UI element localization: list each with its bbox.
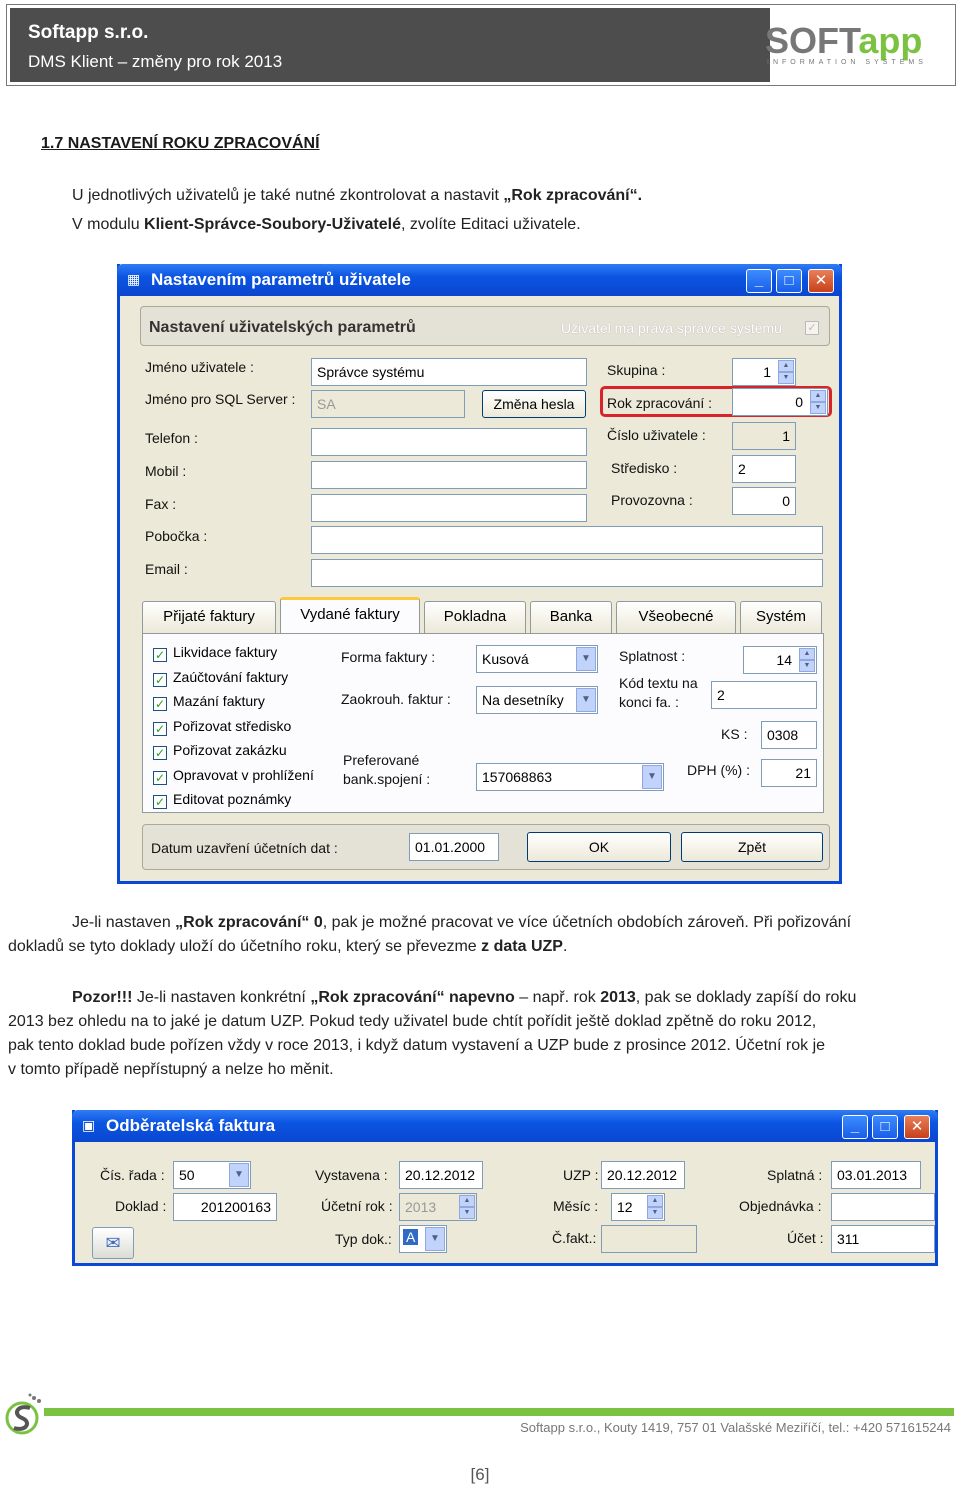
paragraph-4-line-1 <box>72 986 856 1010</box>
label-ks: KS : <box>721 726 748 742</box>
user-parameters-dialog <box>117 264 842 884</box>
typ-dok-value: A <box>403 1229 418 1245</box>
invoice-dialog <box>72 1110 938 1266</box>
label-email: Email : <box>145 561 188 577</box>
page-header <box>6 4 956 86</box>
label-telefon: Telefon : <box>145 430 198 446</box>
label-mesic: Měsíc : <box>553 1198 599 1214</box>
invoice-title: Odběratelská faktura <box>106 1116 276 1135</box>
label-rok: Rok zpracování : <box>607 395 713 411</box>
maximize-icon[interactable]: □ <box>776 269 802 293</box>
ok-button[interactable]: OK <box>527 832 671 862</box>
mesic-spinner[interactable] <box>611 1193 665 1221</box>
app-icon: ▦ <box>127 271 141 287</box>
ucet-input[interactable]: 311 <box>831 1225 935 1253</box>
softapp-logo <box>765 20 943 73</box>
paragraph-4-line-2: 2013 bez ohledu na to jaké je datum UZP. Pokud tedy uživatel bude chtít pořídit ještě doklad zpětně do roku 2012, <box>8 1013 817 1030</box>
splatna-input[interactable]: 03.01.2013 <box>831 1161 921 1189</box>
paragraph-3-line-2 <box>8 935 567 959</box>
check-label: Zaúčtování faktury <box>173 669 289 685</box>
ucetni-rok-spinner[interactable] <box>399 1193 477 1221</box>
rok-zpracovani-spinner[interactable] <box>732 388 828 416</box>
mesic-value: 12 <box>617 1199 633 1215</box>
logo-app: app <box>858 20 923 61</box>
tab-system[interactable]: Systém <box>740 601 822 633</box>
footer-line <box>44 1408 954 1416</box>
label-pref-1: Preferované <box>343 752 420 768</box>
checkbox-checked-icon[interactable]: ✓ <box>154 648 166 662</box>
checkbox-checked-icon[interactable]: ✓ <box>154 771 166 785</box>
tab-panel <box>142 633 824 813</box>
app-icon: ▣ <box>82 1117 96 1133</box>
p1-bold: „Rok zpracování“. <box>503 187 643 204</box>
footer-panel <box>142 824 830 870</box>
paragraph-1 <box>72 184 642 208</box>
label-kod-1: Kód textu na <box>619 675 698 691</box>
header-company: Softapp s.r.o. <box>28 22 149 43</box>
bank-account-select[interactable] <box>476 763 664 791</box>
label-ucetni-rok: Účetní rok : <box>321 1198 393 1214</box>
label-stredisko: Středisko : <box>611 460 678 476</box>
p4-bold: „Rok zpracování“ napevno <box>310 989 515 1006</box>
skupina-value: 1 <box>763 364 771 380</box>
invoice-titlebar <box>72 1110 938 1142</box>
check-mazani[interactable] <box>153 693 265 711</box>
check-poznamky[interactable] <box>153 791 291 809</box>
checkbox-checked-icon[interactable]: ✓ <box>154 746 166 760</box>
mobil-input[interactable] <box>311 461 587 489</box>
tab-prijate-faktury[interactable]: Přijaté faktury <box>142 601 276 633</box>
vystavena-input[interactable]: 20.12.2012 <box>399 1161 483 1189</box>
spinner-arrows-icon[interactable]: ▲ ▼ <box>810 390 826 414</box>
checkbox-checked-icon[interactable]: ✓ <box>154 697 166 711</box>
zaokrouhleni-select[interactable] <box>476 686 598 714</box>
pobocka-input[interactable] <box>311 526 823 554</box>
objednavka-input[interactable] <box>831 1193 935 1221</box>
chevron-down-icon[interactable]: ▼ <box>642 765 662 789</box>
spinner-arrows-icon[interactable]: ▲ ▼ <box>799 648 815 672</box>
tab-pokladna[interactable]: Pokladna <box>424 601 526 633</box>
doklad-input[interactable]: 201200163 <box>173 1193 277 1221</box>
bank-value: 157068863 <box>482 769 553 785</box>
logo-soft: SOFT <box>765 20 859 61</box>
p3-bold: „Rok zpracování“ 0 <box>175 914 323 931</box>
p1-text: U jednotlivých uživatelů je také nutné zkontrolovat a nastavit <box>72 187 504 204</box>
label-zaokrouhleni: Zaokrouh. faktur : <box>341 691 451 707</box>
label-provozovna: Provozovna : <box>611 492 693 508</box>
p4-text-3: , pak se doklady zapíší do roku <box>635 989 857 1006</box>
label-typ-dok: Typ dok.: <box>335 1231 392 1247</box>
zpet-button[interactable]: Zpět <box>681 832 823 862</box>
page-number: [6] <box>470 1465 490 1484</box>
label-fax: Fax : <box>145 496 177 512</box>
panel-heading: Nastavení uživatelských parametrů <box>149 319 416 336</box>
check-label: Editovat poznámky <box>173 791 292 807</box>
p3-text-4: . <box>562 938 568 955</box>
paragraph-3-line-1 <box>72 911 851 935</box>
email-input[interactable] <box>311 559 823 587</box>
header-subtitle: DMS Klient – změny pro rok 2013 <box>28 52 283 71</box>
skupina-spinner[interactable] <box>732 358 796 386</box>
zaokrouhleni-value: Na desetníky <box>482 692 564 708</box>
check-label: Pořizovat zakázku <box>173 742 287 758</box>
label-uzp: UZP : <box>563 1167 599 1183</box>
close-icon[interactable]: ✕ <box>904 1115 930 1139</box>
p3-text: Je-li nastaven <box>72 914 176 931</box>
label-jmeno: Jméno uživatele : <box>145 359 254 375</box>
label-vystavena: Vystavena : <box>315 1167 388 1183</box>
username-input[interactable]: Správce systému <box>311 358 587 386</box>
label-sql: Jméno pro SQL Server : <box>145 391 296 407</box>
kod-textu-input[interactable]: 2 <box>711 681 817 709</box>
p2-bold: Klient-Správce-Soubory-Uživatelé <box>144 216 401 233</box>
splatnost-spinner[interactable] <box>743 646 817 674</box>
p4-warning: Pozor!!! <box>72 989 133 1006</box>
p4-text-2: – např. rok <box>514 989 601 1006</box>
header-band <box>10 8 770 82</box>
tab-vseobecne[interactable]: Všeobecné <box>616 601 736 633</box>
label-cfakt: Č.fakt.: <box>552 1230 597 1246</box>
maximize-icon[interactable]: □ <box>872 1115 898 1139</box>
forma-faktury-select[interactable] <box>476 645 598 673</box>
label-forma: Forma faktury : <box>341 649 436 665</box>
softapp-footer-logo <box>4 1392 44 1436</box>
typ-dok-select[interactable] <box>399 1225 447 1253</box>
label-objednavka: Objednávka : <box>739 1198 822 1214</box>
check-stredisko[interactable] <box>153 718 291 736</box>
paragraph-2 <box>72 213 581 237</box>
section-title: 1.7 NASTAVENÍ ROKU ZPRACOVÁNÍ <box>41 135 320 152</box>
close-icon[interactable]: ✕ <box>808 269 834 293</box>
check-label: Pořizovat středisko <box>173 718 292 734</box>
label-splatna: Splatná : <box>767 1167 823 1183</box>
stredisko-input[interactable]: 2 <box>732 455 796 483</box>
p2-text-end: , zvolíte Editaci uživatele. <box>401 216 581 233</box>
checkbox-checked-icon[interactable]: ✓ <box>154 722 166 736</box>
check-zakazka[interactable] <box>153 742 287 760</box>
label-dph: DPH (%) : <box>687 762 750 778</box>
fax-input[interactable] <box>311 494 587 522</box>
check-zauctovani[interactable] <box>153 669 288 687</box>
label-pref-2: bank.spojení : <box>343 771 431 787</box>
p3-text-3: dokladů se tyto doklady uloží do účetního roku, který se převezme <box>8 938 482 955</box>
spinner-arrows-icon[interactable]: ▲ ▼ <box>459 1195 475 1219</box>
dialog-title: Nastavením parametrů uživatele <box>151 270 411 289</box>
envelope-icon[interactable]: ✉ <box>92 1227 134 1259</box>
minimize-icon[interactable]: _ <box>746 269 772 293</box>
cislo-uzivatele-input[interactable]: 1 <box>732 422 796 450</box>
spinner-arrows-icon[interactable]: ▲ ▼ <box>647 1195 663 1219</box>
check-opravovat[interactable] <box>153 767 314 785</box>
heading-panel <box>140 306 830 346</box>
chevron-down-icon[interactable]: ▼ <box>425 1227 445 1251</box>
admin-rights-checkbox[interactable]: ✓ <box>805 321 819 335</box>
uzp-input[interactable]: 20.12.2012 <box>601 1161 685 1189</box>
tab-banka[interactable]: Banka <box>530 601 612 633</box>
label-ucet: Účet : <box>787 1230 824 1246</box>
admin-rights-label: Uživatel má práva správce systému <box>561 320 782 336</box>
label-cislo: Číslo uživatele : <box>607 427 706 443</box>
rok-value: 0 <box>795 394 803 410</box>
chevron-down-icon[interactable]: ▼ <box>229 1163 249 1187</box>
check-label: Likvidace faktury <box>173 644 278 660</box>
check-label: Opravovat v prohlížení <box>173 767 314 783</box>
label-datum-uzavreni: Datum uzavření účetních dat : <box>151 840 338 856</box>
p4-bold-2: 2013 <box>600 989 636 1006</box>
forma-value: Kusová <box>482 651 529 667</box>
ucetni-rok-value: 2013 <box>405 1199 437 1215</box>
label-cis-rada: Čís. řada : <box>100 1167 165 1183</box>
dph-input[interactable]: 21 <box>761 759 817 787</box>
p3-bold-2: z data UZP <box>481 938 563 955</box>
datum-uzavreni-input[interactable]: 01.01.2000 <box>409 833 499 861</box>
ks-input[interactable]: 0308 <box>761 721 817 749</box>
paragraph-4-line-3: pak tento doklad bude pořízen vždy v roce 2013, i když datum vystavení a UZP bude z prosince 2012. Účetní rok je <box>8 1037 826 1054</box>
p4-text: Je-li nastaven konkrétní <box>132 989 311 1006</box>
sql-name-input[interactable]: SA <box>311 390 465 418</box>
cis-rada-select[interactable] <box>173 1161 251 1189</box>
chevron-down-icon[interactable]: ▼ <box>576 647 596 671</box>
footer-address: Softapp s.r.o., Kouty 1419, 757 01 Valašské Meziříčí, tel.: +420 571615244 <box>520 1420 951 1435</box>
check-label: Mazání faktury <box>173 693 265 709</box>
spinner-arrows-icon[interactable]: ▲ ▼ <box>778 360 794 384</box>
telefon-input[interactable] <box>311 428 587 456</box>
dialog-titlebar <box>117 264 842 296</box>
label-doklad: Doklad : <box>115 1198 167 1214</box>
change-password-button[interactable]: Změna hesla <box>482 390 586 418</box>
p2-text: V modulu <box>72 216 145 233</box>
cfakt-input[interactable] <box>601 1225 697 1253</box>
label-mobil: Mobil : <box>145 463 187 479</box>
cis-rada-value: 50 <box>179 1167 195 1183</box>
label-skupina: Skupina : <box>607 362 666 378</box>
tab-vydane-faktury[interactable]: Vydané faktury <box>280 597 420 633</box>
chevron-down-icon[interactable]: ▼ <box>576 688 596 712</box>
minimize-icon[interactable]: _ <box>842 1115 868 1139</box>
check-likvidace[interactable] <box>153 644 277 662</box>
label-kod-2: konci fa. : <box>619 694 679 710</box>
paragraph-4-line-4: v tomto případě nepřístupný a nelze ho měnit. <box>8 1061 334 1078</box>
p3-text-2: , pak je možné pracovat ve více účetních obdobích zároveň. Při pořizování <box>322 914 852 931</box>
provozovna-input[interactable]: 0 <box>732 487 796 515</box>
label-splatnost: Splatnost : <box>619 648 686 664</box>
splatnost-value: 14 <box>776 652 792 668</box>
checkbox-checked-icon[interactable]: ✓ <box>154 673 166 687</box>
checkbox-checked-icon[interactable]: ✓ <box>154 795 166 809</box>
logo-tagline: INFORMATION SYSTEMS <box>767 59 927 66</box>
label-pobocka: Pobočka : <box>145 528 208 544</box>
